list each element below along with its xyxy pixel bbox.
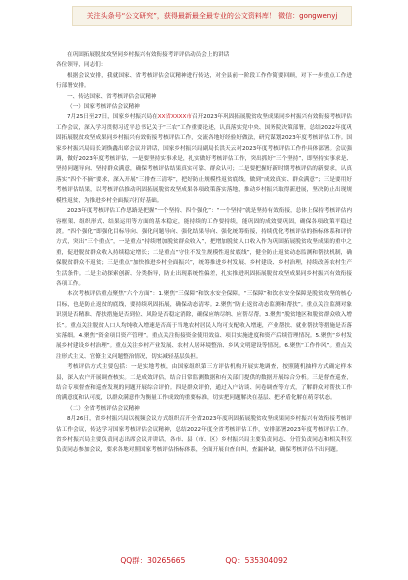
footer-qq: QQ：535304092 [225,556,288,565]
section-heading-1-1: （一）国家考核评估会议精神 [67,104,140,111]
paragraph-4: 考核评估方式主要包括：一是实地考核，由国家组织第三方评估机构开展实地调查，按照随机抽样方式确定样本县，深入农户开展调查核实。二是成效评估，结合日常监测数据和有关部门提供的数据开展综合分析。三是督查巡查，结合专项督查和巡查发现的问题开展综合评价。四是群众评价，通过入户访谈、问卷调查等方式，了解群众对帮扶工作的满意度和认可度，以群众满意作为衡量工作成效的重要标准，切实把问题解决在基层、把矛盾化解在萌芽状态。 [56,364,352,402]
section-heading-1-2: （二）全省考核评估会议精神 [67,405,140,412]
paragraph-1 [56,112,352,206]
document-title: 在巩固拓展脱贫攻坚同乡村振兴有效衔接考评评估动员会上的讲话 [67,52,230,58]
document-body [56,50,352,456]
intro-paragraph: 根据会议安排，我就国家、省考核评估会议精神进行传达，对全县前一阶段工作作简要回顾，对下一步重点工作进行部署安排。 [56,72,352,90]
top-banner[interactable]: 关注头条号“公文研究”，获得最新最全最专业的公文资料库！ 微信：gongwenyj [72,6,352,26]
footer-contact [0,552,408,570]
highlighted-location: XX省XXXX市 [157,114,192,121]
paragraph-2: 2023年度考核评估工作思路是把握“一个坚持、四个强化”：“一个坚持”就是坚持有效衔接，总体上保持考核评估内容框架、组织形式、结果运用等方面的基本稳定，能持续的工作要持续，能巩固的成效要巩固，确保各项政策平稳过渡。“四个强化”即强化目标导向、强化问题导向、强化结果导向、强化统筹衔接，持续优化考核评估的指标体系和评价方式，突出“三个重点”，一是重点“持续增加脱贫群众收入”，把增加脱贫人口收入作为巩固拓展脱贫攻坚成果的重中之重，促进脱贫群众收入持续稳定增长；二是重点“守住不发生规模性返贫底线”，健全防止返贫动态监测和帮扶机制，确保脱贫群众不返贫；三是重点“加快推进乡村全面振兴”，统筹推进乡村发展、乡村建设、乡村治理，持续改善农村生产生活条件。二是主动探索创新、分类指导，防止出现系统性偏差，扎实推进巩固拓展脱贫攻坚成果同乡村振兴有效衔接各项工作。 [56,208,352,287]
paragraph-5: 8月26日，省乡村振兴局以视频会议方式组织召开全省2023年度巩固拓展脱贫攻坚成果同乡村振兴有效衔接考核评估工作会议，传达学习国家考核评估会议精神，总结2022年度全省考核评估工作，安排部署2023年度考核评估工作。省乡村振兴局主要负责同志出席会议并讲话，各市、县（市、区）乡村振兴局主要负责同志、分管负责同志和相关科室负责同志参加会议，要求各地对照国家考核评估指标体系，全面开展自查自纠，查漏补缺，确保考核评估不出问题。 [56,416,352,454]
greeting: 各位领导，同志们： [56,62,107,69]
section-heading-1: 一、传达国家、省考核评估会议精神 [67,93,157,100]
paragraph-1-pre: 7月25日至27日，国家乡村振兴局在 [67,114,158,121]
footer-qq-group: QQ群：30265665 [120,556,186,565]
paragraph-1-post: 召开2023年巩固拓展脱贫攻坚成果同乡村振兴有效衔接考核评估工作会议，深入学习贯彻习近平总书记关于“三农”工作重要论述，认真落实党中央、国务院决策部署，总结2022年度巩固拓展脱贫攻坚成果同乡村振兴有效衔接考核评估工作，交流各地好经验好做法，研究谋划2023年度考核评估工作。国家乡村振兴局局长刘焕鑫出席会议并讲话，国家乡村振兴局副局长洪天云对2023年度考核评估工作作具体部署。会议强调，做好2023年度考核评估，一是要坚持实事求是，扎实做好考核评估工作，突出抓好“三个坚持”，即坚持实事求是、坚持问题导向、坚持群众满意，确保考核评估结果真实可靠、群众认可；二是要把握好新时期考核评估的新要求，认真落实“四个不摘”要求，深入开展“三排查三清零”，把好防止规模性返贫底线，做到“成效真实、群众满意”；三是要用好考核评估结果，以考核评估推动巩固拓展脱贫攻坚成果各项政策落实落地，推动乡村振兴取得新进展，坚决防止出现规模性返贫，为推进乡村全面振兴打好基础。 [56,114,352,204]
paragraph-3: 本次考核评估重点聚焦“六个方面”：1.聚焦“三保障”和饮水安全保障。“三保障”和饮水安全保障是脱贫攻坚的核心目标，也是防止返贫的底线，要持续巩固拓展，确保动态清零。2.聚焦“防止返贫动态监测和帮扶”。重点关注监测对象识别是否精准、帮扶措施是否到位、风险是否稳定消除，确保应纳尽纳、应帮尽帮。3.聚焦“脱贫地区和脱贫群众收入增长”。重点关注脱贫人口人均纯收入增速是否高于当地农村居民人均可支配收入增速，产业帮扶、就业帮扶等措施是否落实落细。4.聚焦“资金项目资产管理”。重点关注衔接资金使用效益、项目实施进度和资产后续管理情况。5.聚焦“乡村发展乡村建设乡村治理”。重点关注乡村产业发展、农村人居环境整治、乡风文明建设等情况。6.聚焦“工作作风”。重点关注形式主义、官僚主义问题整治情况，切实减轻基层负担。 [56,291,352,360]
